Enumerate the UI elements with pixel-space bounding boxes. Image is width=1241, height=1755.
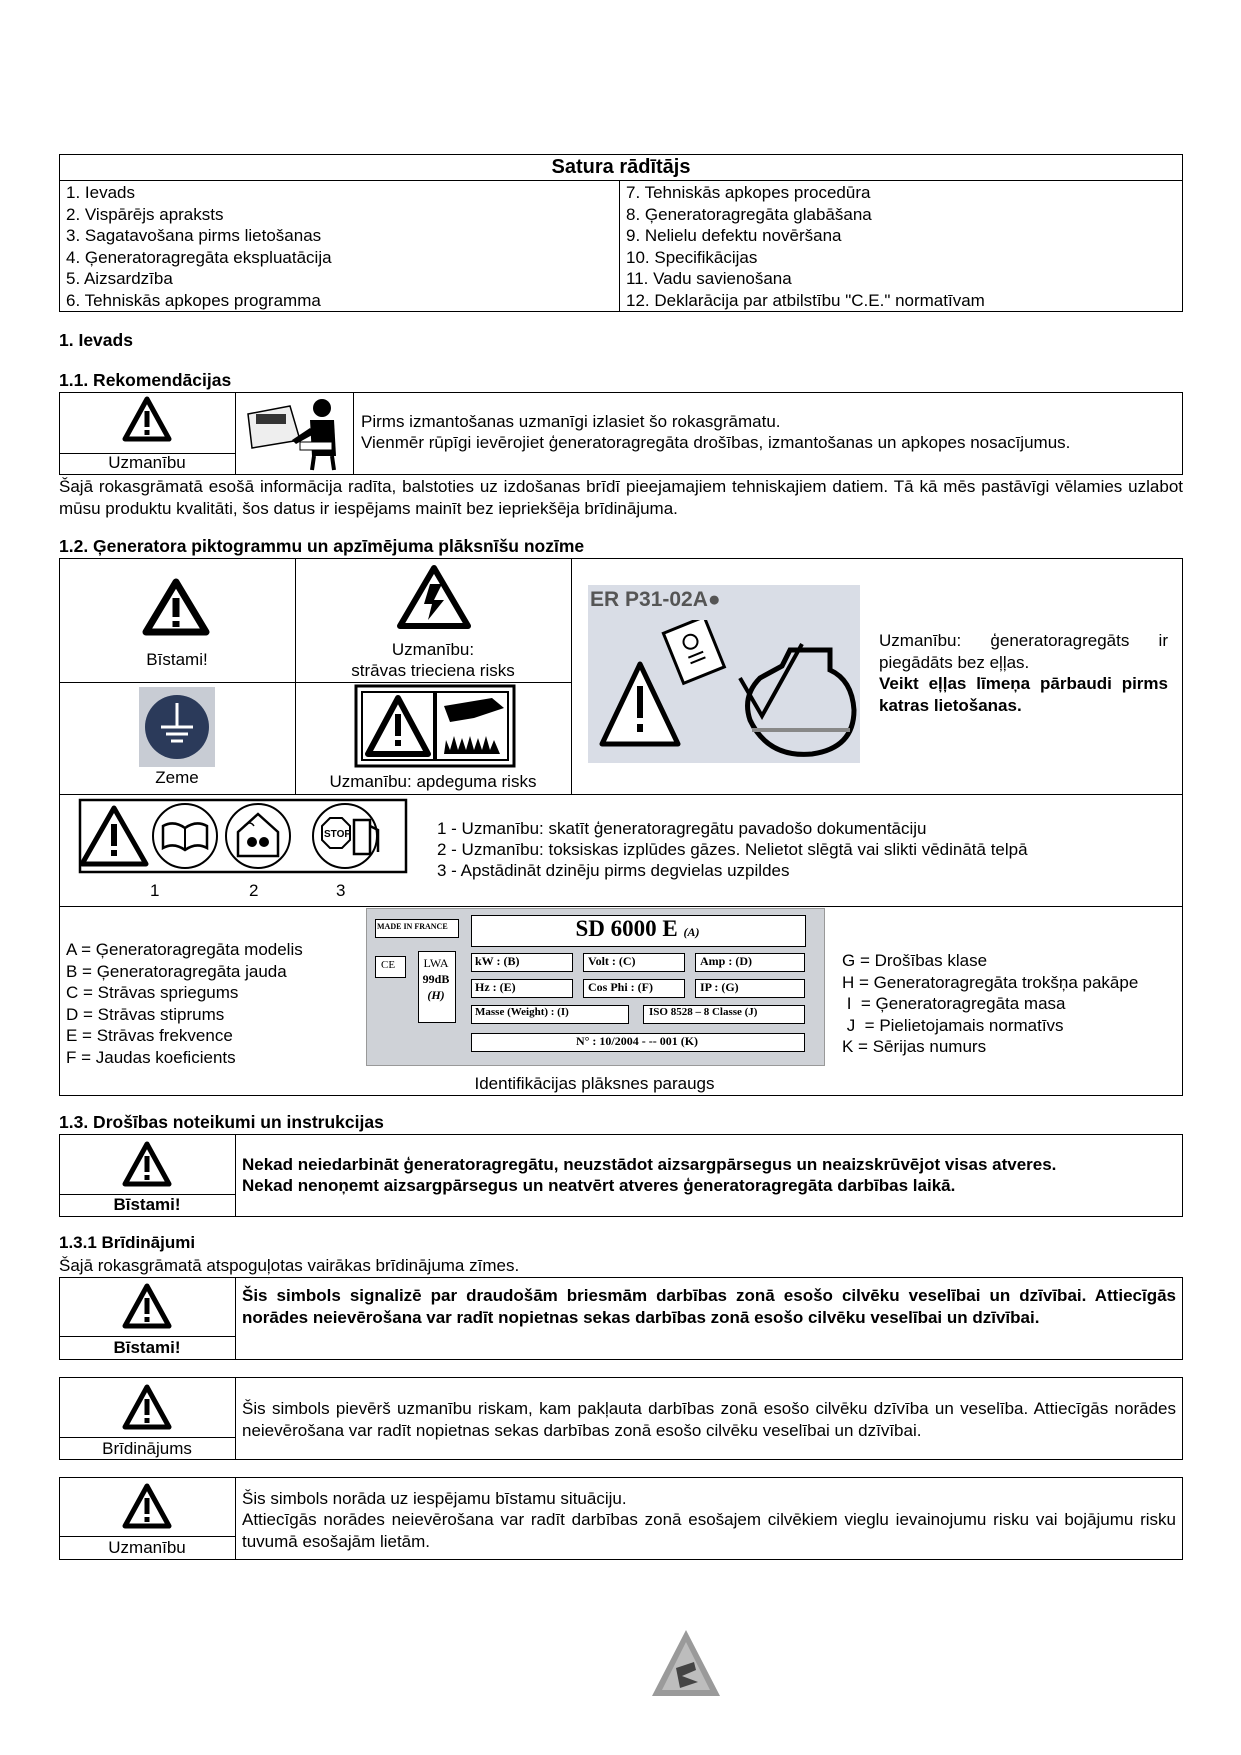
danger-label: Bīstami! — [113, 1195, 181, 1214]
plate-legend-right — [842, 950, 1138, 1058]
plate-lwa — [418, 955, 454, 1003]
pictogram-number-2: 2 — [249, 881, 259, 900]
caution-triangle-icon — [122, 1483, 172, 1529]
plate-model — [471, 916, 804, 942]
oil-check-instruction: Veikt eļļas līmeņa pārbaudi pirms katras lietošanas. — [879, 674, 1168, 715]
pictogram-number-3: 3 — [336, 881, 346, 900]
earth-caption: Zeme — [155, 768, 199, 787]
toc-item[interactable]: 6. Tehniskās apkopes programma — [66, 290, 321, 310]
legend-item: F = Jaudas koeficients — [66, 1047, 236, 1067]
warnings-intro: Šajā rokasgrāmatā atspoguļotas vairākas brīdinājuma zīmes. — [59, 1256, 520, 1275]
stop-label: STOP — [324, 829, 352, 840]
burn-risk-icon — [354, 684, 516, 768]
warning-label-warning: Brīdinājums — [102, 1439, 192, 1458]
pictogram-strip — [78, 798, 408, 874]
safety-rule-2: Nekad nenoņemt aizsargpārsegus un neatvērt atveres ģeneratoragregāta darbības laikā. — [242, 1176, 956, 1195]
safety-rule-1: Nekad neiedarbināt ģeneratoragregātu, neuzstādot aizsargpārsegus un neaizskrūvējot visas atveres. — [242, 1155, 1057, 1174]
earth-ground-icon — [139, 687, 215, 767]
legend-item: A = Ģeneratoragregāta modelis — [66, 940, 303, 959]
toc-item[interactable]: 11. Vadu savienošana — [626, 269, 792, 288]
danger-caption: Bīstami! — [146, 650, 208, 669]
plate-caption: Identifikācijas plāksnes paraugs — [474, 1074, 715, 1093]
section-title-1: 1. Ievads — [59, 330, 133, 350]
legend-item: J = Pielietojamais normatīvs — [842, 1015, 1064, 1035]
toc-left-list — [66, 182, 332, 311]
section-title-1-1: 1.1. Rekomendācijas — [59, 370, 232, 390]
toc-item[interactable]: 1. Ievads — [66, 183, 135, 202]
oil-check-warning-icon — [592, 620, 860, 760]
legend-item: G = Drošības klase — [842, 951, 988, 970]
toc-item[interactable]: 9. Nelielu defektu novēršana — [626, 226, 842, 245]
toc-item[interactable]: 8. Ģeneratoragregāta glabāšana — [626, 204, 872, 224]
section-title-1-3: 1.3. Drošības noteikumi un instrukcijas — [59, 1112, 384, 1132]
pictogram-desc-2: 2 - Uzmanību: toksiskas izplūdes gāzes. Nelietot slēgtā vai slikti vēdinātā telpā — [437, 840, 1028, 859]
legend-item: K = Sērijas numurs — [842, 1037, 987, 1056]
caution-label: Uzmanību — [108, 453, 186, 472]
electric-shock-icon — [396, 564, 472, 630]
legend-item: H = Generatoragregāta trokšņa pakāpe — [842, 972, 1139, 992]
toc-title: Satura rādītājs — [551, 156, 691, 178]
toc-item[interactable]: 5. Aizsardzība — [66, 269, 173, 288]
oil-warning-text: Uzmanību: ģeneratoragregāts ir piegādāts bez eļļas. — [879, 631, 1168, 672]
shock-caption-1: Uzmanību: — [391, 640, 475, 659]
section-title-1-2: 1.2. Ģeneratora piktogrammu un apzīmējuma plāksnīšu nozīme — [59, 536, 585, 556]
plate-volt: Volt : (C) — [588, 954, 636, 968]
legend-item: I = Ģeneratoragregāta masa — [842, 994, 1066, 1013]
danger-triangle-icon — [122, 1141, 172, 1187]
plate-hz: Hz : (E) — [475, 980, 516, 994]
reading-manual-icon — [240, 396, 350, 472]
oil-text — [879, 630, 1168, 716]
pictogram-desc-1: 1 - Uzmanību: skatīt ģeneratoragregātu pavadošo dokumentāciju — [437, 819, 927, 838]
warning-triangle-icon — [122, 396, 172, 442]
oil-code: ER P31-02A● — [590, 588, 721, 611]
plate-mass: Masse (Weight) : (I) — [475, 1006, 569, 1018]
plate-serial: N° : 10/2004 - -- 001 (K) — [575, 1034, 699, 1048]
plate-lwa-label: LWA — [423, 956, 449, 970]
plate-lwa-h: (H) — [427, 988, 445, 1002]
warning-text-danger: Šis simbols signalizē par draudošām briesmām darbības zonā esošo cilvēku veselībai un dzīvībai. Attiecīgās norādes neievērošana var radīt nopietnas sekas darbības zonā esošo cilvēku veselībai un dzīvībai. — [242, 1286, 1176, 1327]
rec-line-1: Pirms izmantošanas uzmanīgi izlasiet šo rokasgrāmatu. — [361, 412, 781, 431]
plate-ce-mark: CE — [381, 959, 396, 971]
warning-label-danger: Bīstami! — [113, 1338, 181, 1357]
burn-caption: Uzmanību: apdeguma risks — [329, 772, 537, 791]
plate-legend-left — [66, 939, 303, 1068]
legend-item: C = Strāvas spriegums — [66, 983, 239, 1002]
brand-logo-icon — [650, 1628, 722, 1698]
pictogram-desc-3: 3 - Apstādināt dzinēju pirms degvielas uzpildes — [437, 861, 790, 880]
warning-text-warning: Šis simbols pievērš uzmanību riskam, kam pakļauta darbības zonā esošo cilvēku dzīvība un veselība. Attiecīgās norādes neievērošana var radīt nopietnas sekas darbības zonā esošo cilvēku veselībai un dzīvībai. — [242, 1399, 1176, 1440]
rec-paragraph: Šajā rokasgrāmatā esošā informācija radīta, balstoties uz izdošanas brīdī pieejamajiem tehniskajiem datiem. Tā kā mēs pastāvīgi vēlamies uzlabot mūsu produktu kvalitāti, šos datus ir iespējams mainīt bez iepriekšēja brīdinājuma. — [59, 477, 1183, 518]
toc-item[interactable]: 2. Vispārējs apraksts — [66, 204, 224, 224]
plate-kw: kW : (B) — [475, 954, 520, 968]
plate-amp: Amp : (D) — [700, 954, 752, 968]
toc-item[interactable]: 10. Specifikācijas — [626, 247, 758, 267]
danger-triangle-icon — [122, 1283, 172, 1329]
rec-line-2: Vienmēr rūpīgi ievērojiet ģeneratoragregāta drošības, izmantošanas un apkopes nosacījumus. — [361, 433, 1071, 452]
plate-cosphi: Cos Phi : (F) — [588, 980, 653, 994]
toc-item[interactable]: 3. Sagatavošana pirms lietošanas — [66, 226, 322, 245]
plate-made-in: MADE IN FRANCE — [377, 922, 448, 931]
section-title-1-3-1: 1.3.1 Brīdinājumi — [59, 1233, 196, 1252]
toc-item[interactable]: 12. Deklarācija par atbilstību "C.E." normatīvam — [626, 290, 985, 310]
pictogram-number-1: 1 — [150, 881, 160, 900]
warning-triangle-icon — [122, 1384, 172, 1430]
toc-right-list — [626, 182, 985, 311]
legend-item: B = Ģeneratoragregāta jauda — [66, 961, 287, 981]
toc-item[interactable]: 7. Tehniskās apkopes procedūra — [626, 183, 871, 202]
plate-iso: ISO 8528 – 8 Classe (J) — [649, 1006, 758, 1018]
plate-model-name: SD 6000 E — [575, 916, 678, 941]
toc-item[interactable]: 4. Ģeneratoragregāta ekspluatācija — [66, 247, 332, 267]
warning-line-caution: Šis simbols norāda uz iespējamu bīstamu situāciju. — [242, 1489, 627, 1508]
plate-lwa-db: 99dB — [422, 972, 450, 986]
danger-triangle-icon — [142, 578, 210, 636]
warning-label-caution: Uzmanību — [108, 1538, 186, 1557]
shock-caption-2: strāvas trieciena risks — [351, 661, 515, 680]
plate-ip: IP : (G) — [700, 980, 739, 994]
plate-model-tag: (A) — [683, 925, 700, 939]
legend-item: D = Strāvas stiprums — [66, 1004, 225, 1024]
warning-text-caution: Attiecīgās norādes neievērošana var radīt darbības zonā esošajem cilvēkiem vieglu ievainojumu risku vai bojājumu risku tuvumā esošajām lietām. — [242, 1510, 1176, 1551]
legend-item: E = Strāvas frekvence — [66, 1026, 233, 1045]
